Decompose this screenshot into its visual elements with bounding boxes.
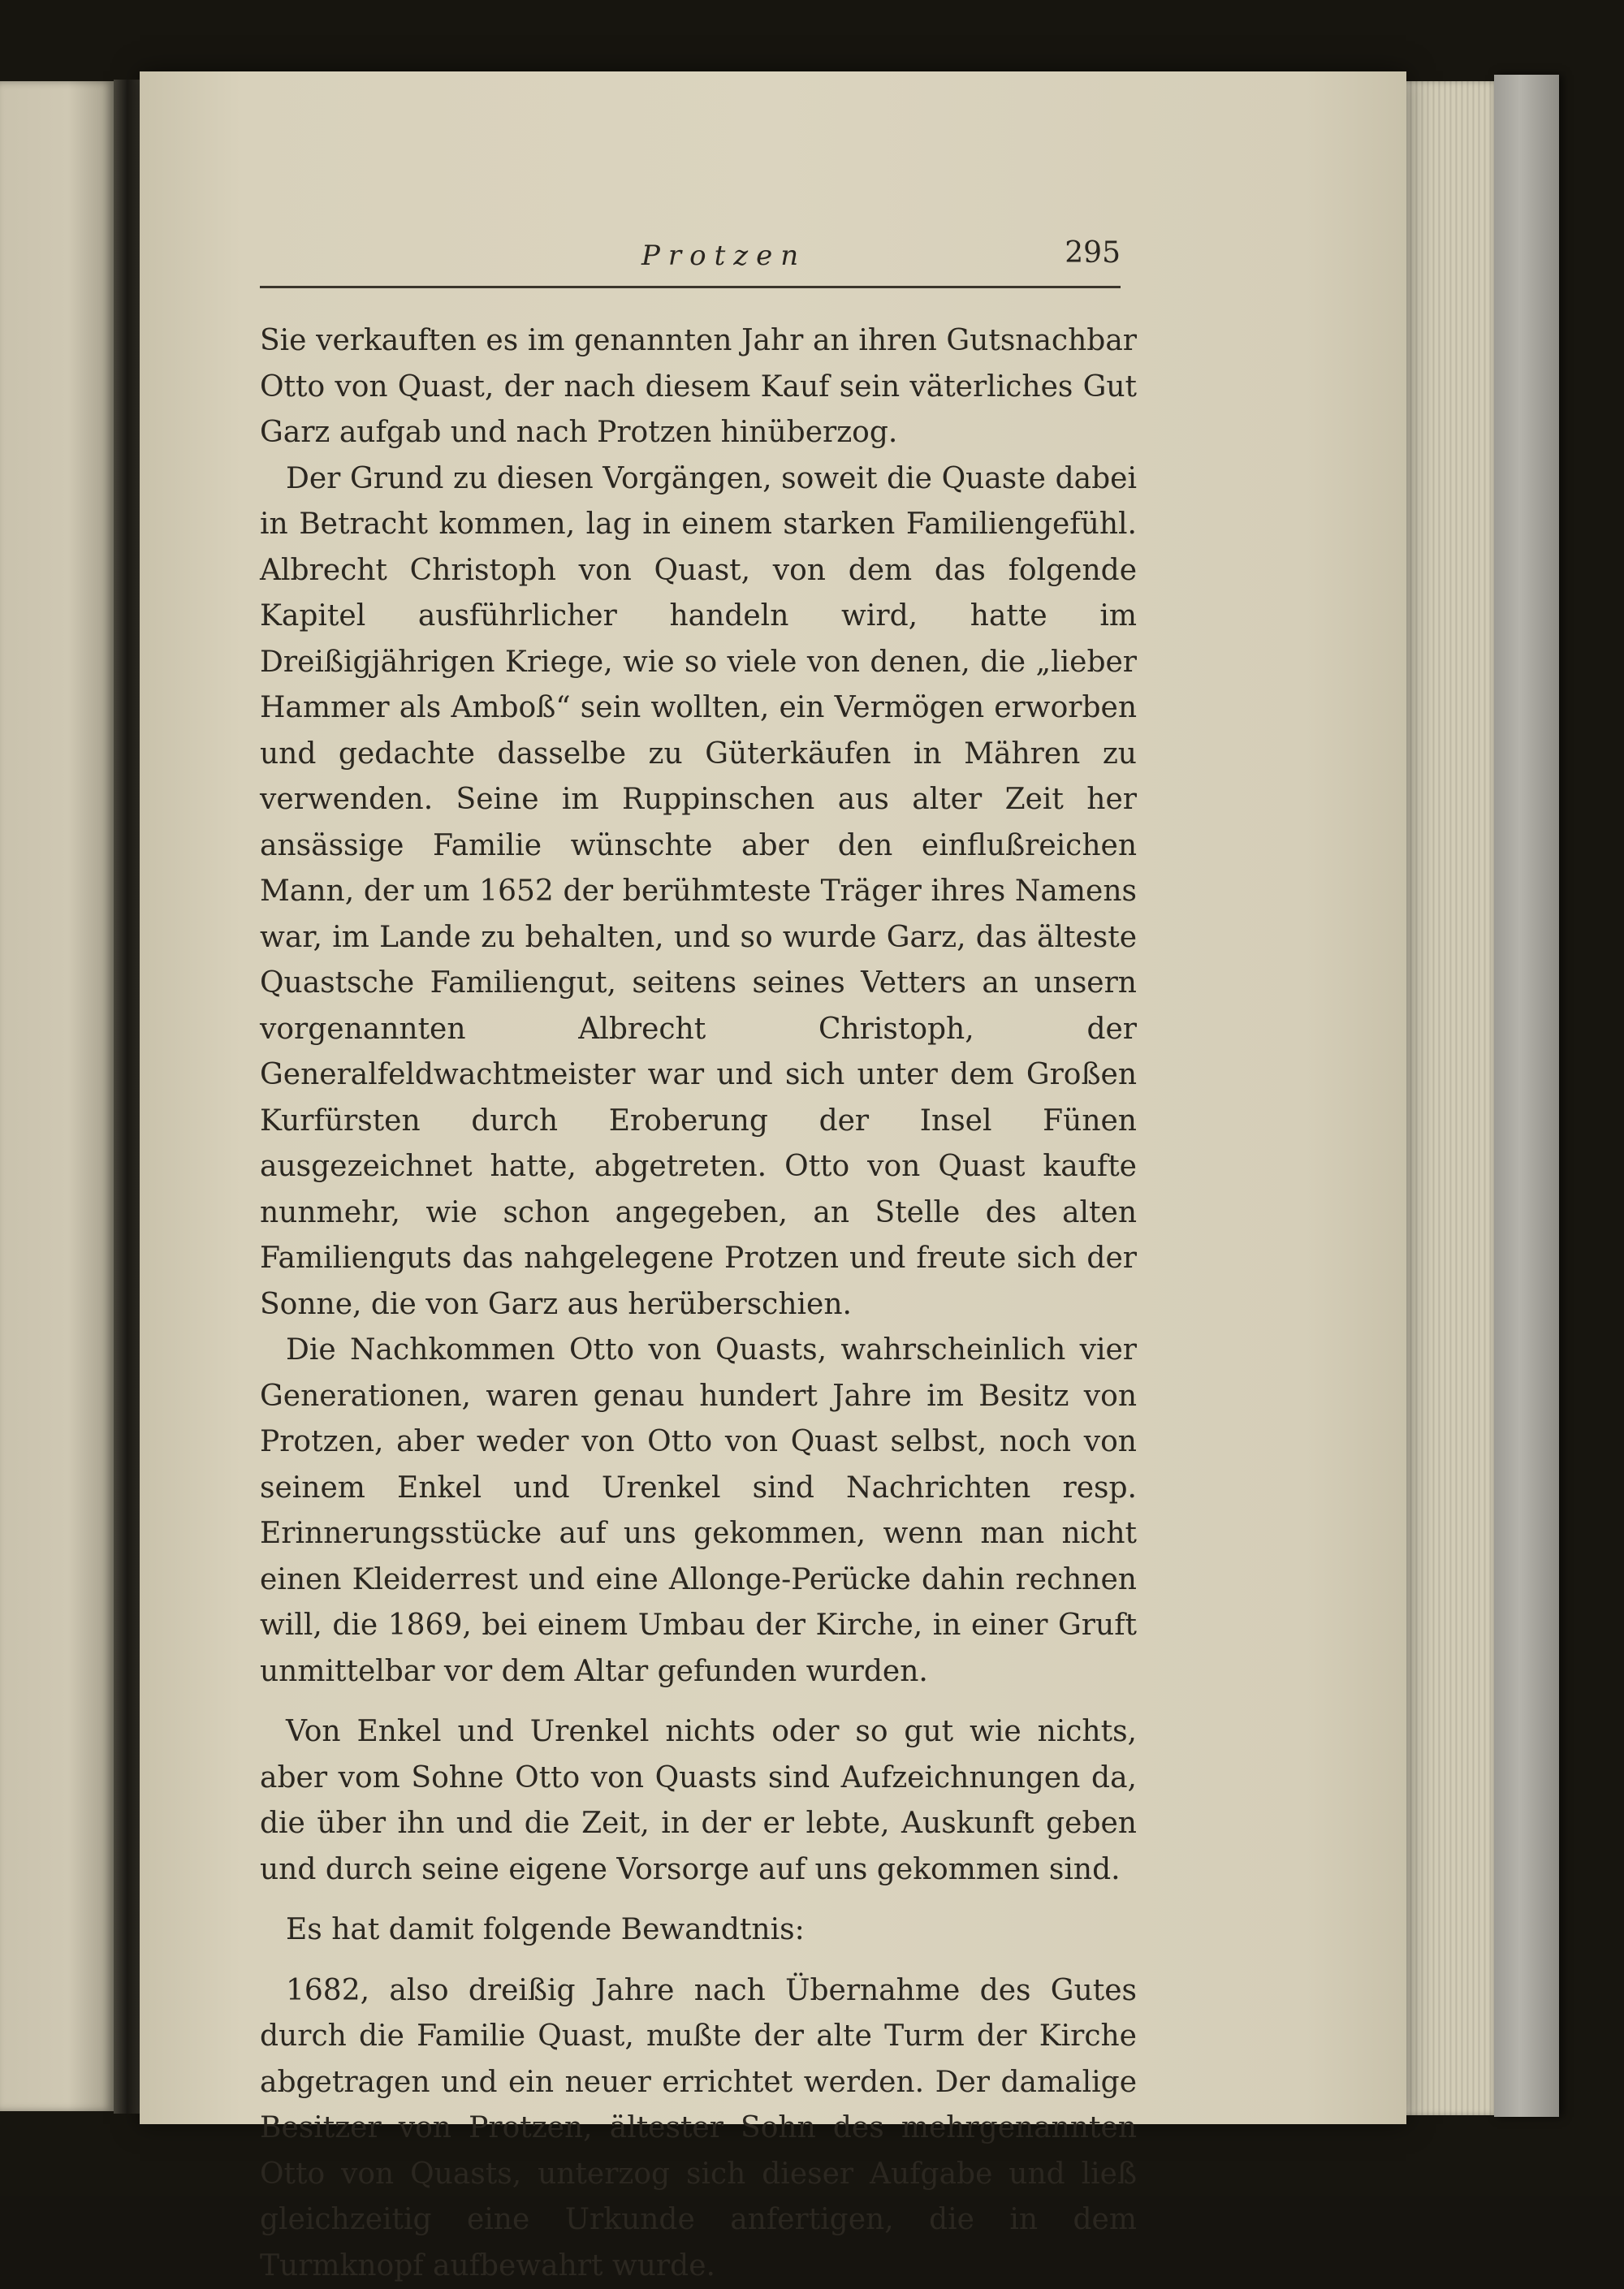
book-gutter (114, 80, 141, 2114)
paragraph-1: Sie verkauften es im genannten Jahr an ihren Gutsnachbar Otto von Quast, der nach diesem Kauf sein väterliches Gut Garz aufgab und nach Protzen hinüberzog. (260, 318, 1137, 456)
paragraph-3: Die Nachkommen Otto von Quasts, wahrscheinlich vier Generationen, waren genau hundert Jahre im Besitz von Protzen, aber weder von Otto von Quast selbst, noch von seinem Enkel und Urenkel sind Nachrichten resp. Erinnerungsstücke auf uns gekommen, wenn man nicht einen Kleiderrest und eine Allonge-Perücke dahin rechnen will, die 1869, bei einem Umbau der Kirche, in einer Gruft unmittelbar vor dem Altar gefunden wurden. (260, 1328, 1137, 1695)
page-header (260, 231, 1121, 282)
paragraph-6: 1682, also dreißig Jahre nach Übernahme des Gutes durch die Familie Quast, mußte der alte Turm der Kirche abgetragen und ein neuer errichtet werden. Der damalige Besitzer von Protzen, ältester Sohn des mehrgenannten Otto von Quasts, unterzog sich dieser Aufgabe und ließ gleichzeitig eine Urkunde anfertigen, die in dem Turmknopf aufbewahrt wurde. (260, 1968, 1137, 2289)
left-page-edge (0, 81, 114, 2111)
paragraph-4: Von Enkel und Urenkel nichts oder so gut wie nichts, aber vom Sohne Otto von Quasts sind Aufzeichnungen da, die über ihn und die Zeit, in der er lebte, Auskunft geben und durch seine eigene Vorsorge auf uns gekommen sind. (260, 1709, 1137, 1893)
body-text (260, 318, 1137, 2289)
running-head: Protzen (641, 240, 806, 272)
page-number: 295 (1065, 236, 1121, 270)
paragraph-5: Es hat damit folgende Bewandtnis: (260, 1907, 1137, 1954)
paragraph-2: Der Grund zu diesen Vorgängen, soweit die Quaste dabei in Betracht kommen, lag in einem starken Familiengefühl. Albrecht Christoph von Quast, von dem das folgende Kapitel ausführlicher handeln wird, hatte im Dreißigjährigen Kriege, wie so viele von denen, die „lieber Hammer als Amboß“ sein wollten, ein Vermögen erworben und gedachte dasselbe zu Güterkäufen in Mähren zu verwenden. Seine im Ruppinschen aus alter Zeit her ansässige Familie wünschte aber den einflußreichen Mann, der um 1652 der berühmteste Träger ihres Namens war, im Lande zu behalten, und so wurde Garz, das älteste Quastsche Familiengut, seitens seines Vetters an unsern vorgenannten Albrecht Christoph, der Generalfeldwachtmeister war und sich unter dem Großen Kurfürsten durch Eroberung der Insel Fünen ausgezeichnet hatte, abgetreten. Otto von Quast kaufte nunmehr, wie schon angegeben, an Stelle des alten Familienguts das nahgelegene Protzen und freute sich der Sonne, die von Garz aus herüberschien. (260, 456, 1137, 1328)
book-cover-edge (1494, 75, 1559, 2117)
header-rule (260, 286, 1121, 288)
